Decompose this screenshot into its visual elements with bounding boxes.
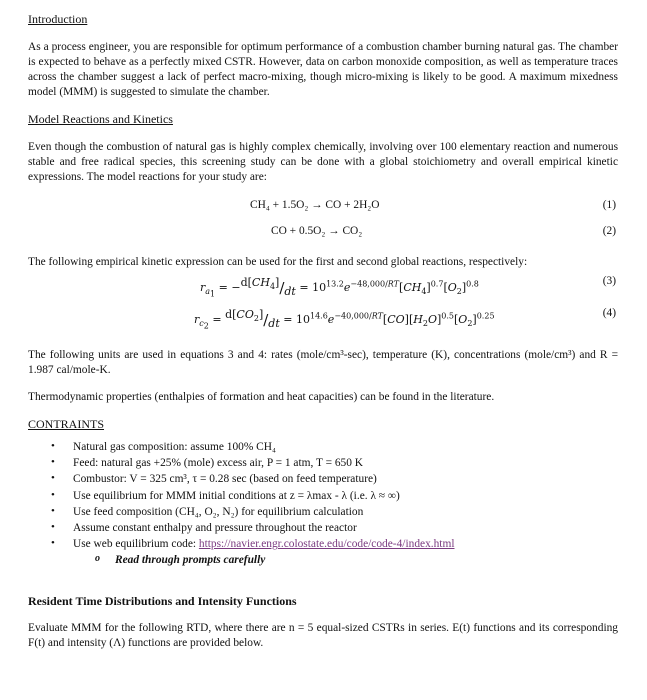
- rtd-text: Evaluate MMM for the following RTD, where there are n = 5 equal-sized CSTRs in series. E(t) functions and its corresponding F(t) and intensity (Λ) functions are provided below.: [28, 622, 618, 650]
- reaction-2-row: [28, 219, 618, 245]
- constraints-sublist: [73, 552, 618, 568]
- constraint-item: • Use equilibrium for MMM initial conditions at z = λmax - λ (i.e. λ ≈ ∞): [73, 488, 618, 504]
- constraint-item: • Assume constant enthalpy and pressure throughout the reactor: [73, 520, 618, 536]
- constraint-item: • Natural gas composition: assume 100% CH₄: [73, 439, 618, 455]
- introduction-heading: Introduction: [28, 12, 88, 26]
- reaction-2: CO + 0.5O₂ → CO₂: [271, 224, 363, 237]
- constraint-item: • Feed: natural gas +25% (mole) excess air, P = 1 atm, T = 650 K: [73, 455, 618, 471]
- constraint-item: • Combustor: V = 325 cm³, τ = 0.28 sec (based on feed temperature): [73, 471, 618, 487]
- model-heading: Model Reactions and Kinetics: [28, 112, 173, 127]
- constraints-list: [28, 439, 618, 569]
- read-prompts-note: o Read through prompts carefully: [115, 552, 618, 568]
- thermo-text: Thermodynamic properties (enthalpies of formation and heat capacities) can be found in the literature.: [28, 391, 495, 404]
- reaction-2-number: (2): [602, 224, 616, 237]
- constraints-heading: CONTRAINTS: [28, 417, 105, 432]
- web-code-label: Use web equilibrium code:: [73, 538, 199, 551]
- rate-equation-3-number: (3): [602, 275, 616, 288]
- rate-equation-4-row: [28, 306, 618, 338]
- equilibrium-code-link[interactable]: https://navier.engr.colostate.edu/code/code-4/index.html: [198, 538, 455, 551]
- kinetic-intro-text: The following empirical kinetic expression can be used for the first and second global reactions, respectively:: [28, 255, 528, 268]
- rate-equation-3-row: [28, 274, 618, 304]
- reaction-1-number: (1): [602, 198, 616, 211]
- rate-equation-3: $r_{a_1} = -^{d[CH_4]}/_{dt} = 10^{13.2}e^{-48,000/RT}[CH_4]^{0.7}[O_2]^{0.8}$: [200, 276, 479, 299]
- reaction-1-row: [28, 193, 618, 219]
- units-text: The following units are used in equations 3 and 4: rates (mole/cm³-sec), temperature (K), concentrations (mole/cm³) and R = 1.987 cal/mole-K.: [28, 349, 618, 377]
- constraint-item-web-code: [73, 536, 618, 568]
- introduction-text: As a process engineer, you are responsible for optimum performance of a combustion chamber burning natural gas. The chamber is expected to behave as a perfectly mixed CSTR. However, data on carbon monoxide composition, as well as temperature traces across the chamber suggest a lack of perfect macro-mixing, though micro-mixing is likely to be good. A maximum mixedness model (MMM) is suggested to simulate the chamber.: [28, 40, 618, 98]
- reaction-1: CH₄ + 1.5O₂ → CO + 2H₂O: [250, 198, 380, 211]
- document-page: [28, 12, 618, 651]
- rate-equation-4: $r_{c_2} = ^{d[CO_2]}/_{dt} = 10^{14.6}e^{-40,000/RT}[CO][H_2O]^{0.5}[O_2]^{0.25}$: [194, 308, 495, 331]
- model-text: Even though the combustion of natural gas is highly complex chemically, involving over 100 elementary reaction and numerous stable and free radical species, this screening study can be done with a global stoichiometry and overall empirical kinetic expressions. The model reactions for your study are:: [28, 140, 618, 183]
- constraint-item: • Use feed composition (CH₄, O₂, N₂) for equilibrium calculation: [73, 504, 618, 520]
- rtd-heading: Resident Time Distributions and Intensity Functions: [28, 593, 297, 608]
- rate-equation-4-number: (4): [602, 307, 616, 320]
